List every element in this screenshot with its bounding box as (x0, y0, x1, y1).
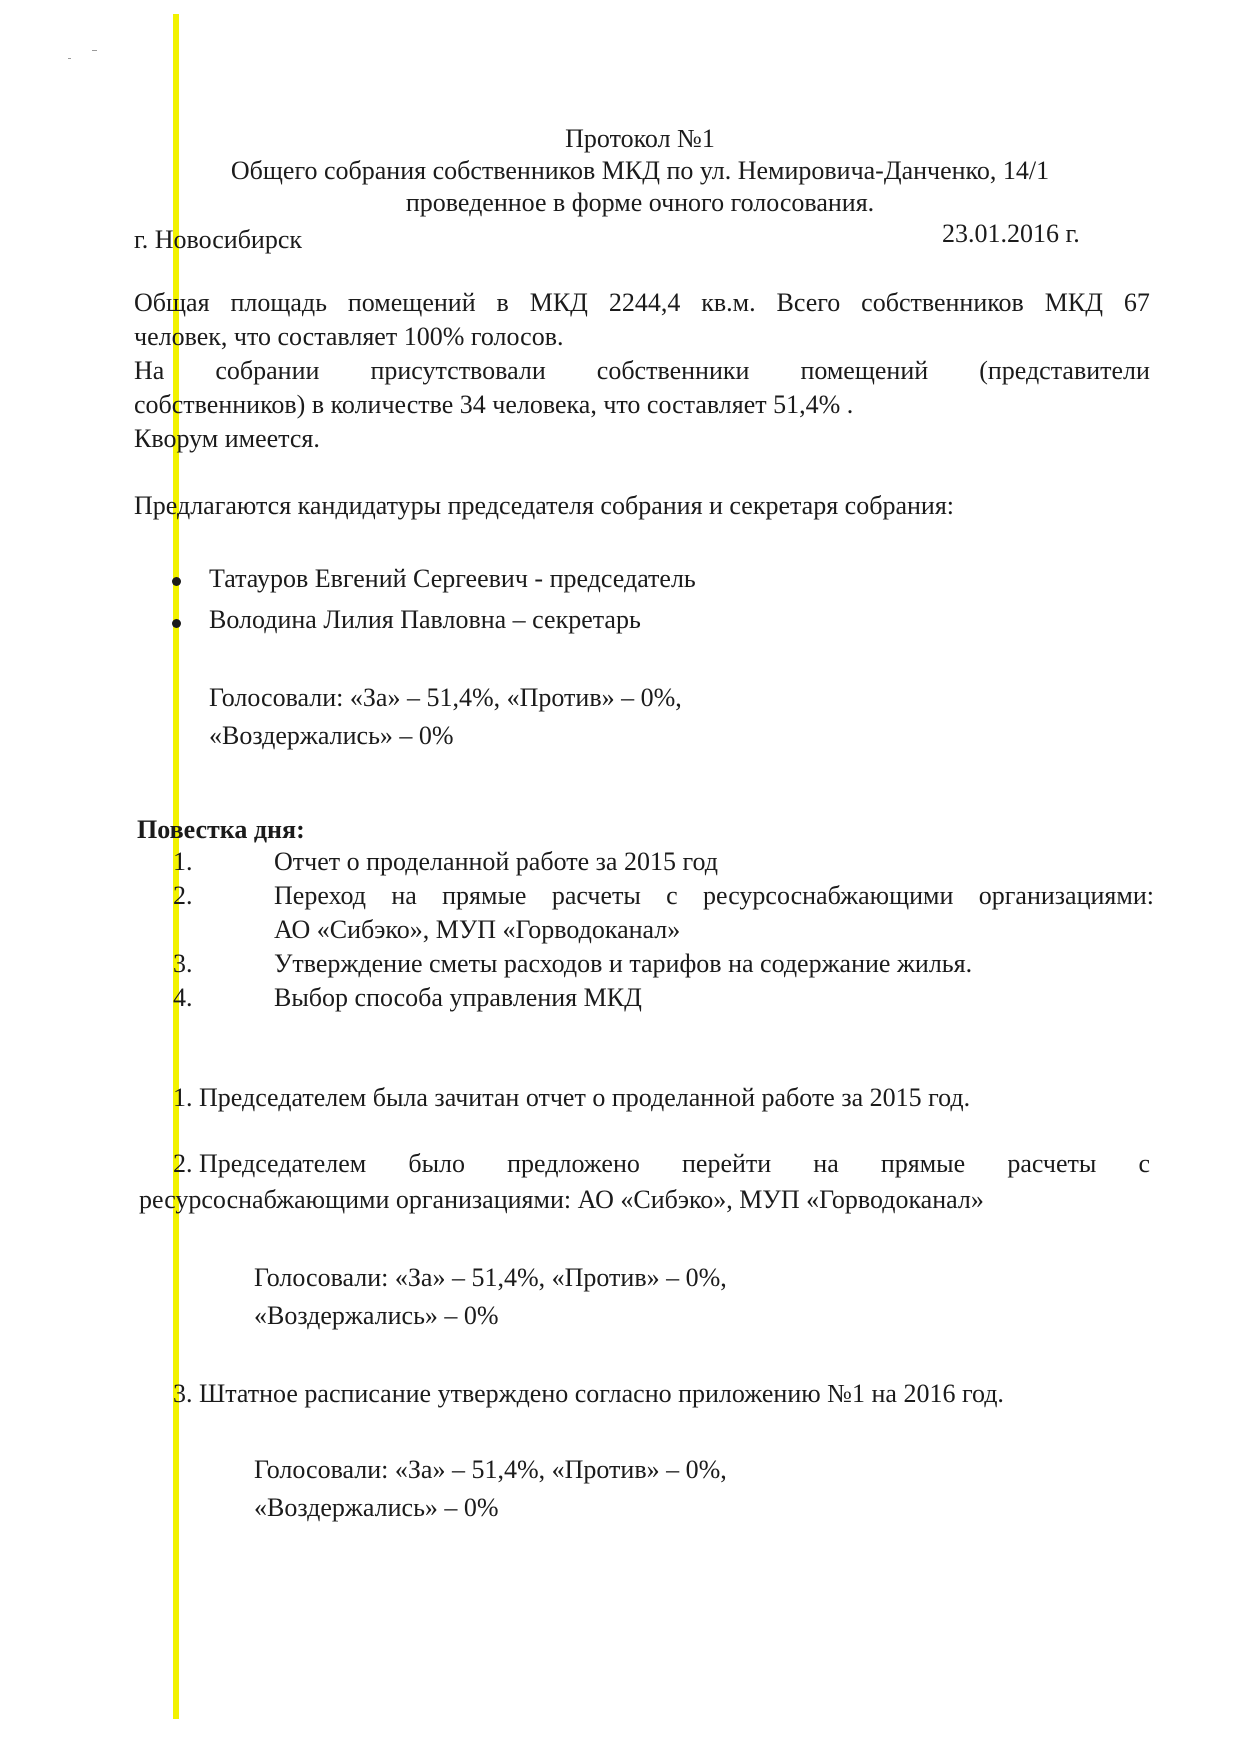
word: (представители (979, 356, 1150, 385)
agenda-item-number: 4. (173, 983, 193, 1012)
word: прямые (442, 881, 527, 910)
word: площадь (230, 288, 327, 317)
vote-result-line-2: «Воздержались» – 0% (254, 1301, 499, 1330)
meeting-form: проведенное в форме очного голосования. (405, 188, 875, 217)
word: МКД (1044, 288, 1103, 317)
word: было (408, 1149, 466, 1178)
word: в (496, 288, 509, 317)
agenda-item-text: Отчет о проделанной работе за 2015 год (274, 847, 718, 876)
agenda-item-number: 1. (173, 847, 193, 876)
word: кв.м. (701, 288, 756, 317)
word: с (666, 881, 678, 910)
word: на (391, 881, 417, 910)
word: расчеты (1007, 1149, 1097, 1178)
word: предложено (507, 1149, 640, 1178)
document-title: Протокол №1 (565, 124, 715, 153)
word: собственников (861, 288, 1024, 317)
word: с (1138, 1149, 1150, 1178)
word: на (813, 1149, 839, 1178)
word: собственники (596, 356, 750, 385)
word: расчеты (551, 881, 641, 910)
decision-3: 3. Штатное расписание утверждено согласно приложению №1 на 2016 год. (173, 1379, 1004, 1408)
vote-result-line-1: Голосовали: «За» – 51,4%, «Против» – 0%, (254, 1263, 727, 1292)
candidate-secretary: Володина Лилия Павловна – секретарь (209, 605, 641, 634)
word: Всего (776, 288, 841, 317)
intro-line-1 (134, 287, 1150, 319)
agenda-item-number: 3. (173, 949, 193, 978)
word: собрании (215, 356, 320, 385)
word: прямые (880, 1149, 966, 1178)
decision-1: 1. Председателем была зачитан отчет о проделанной работе за 2015 год. (173, 1083, 971, 1112)
quorum-statement: Кворум имеется. (134, 424, 320, 453)
word: перейти (681, 1149, 772, 1178)
candidates-heading: Предлагаются кандидатуры председателя собрания и секретаря собрания: (134, 491, 955, 520)
vote-result-line-2: «Воздержались» – 0% (254, 1493, 499, 1522)
word: Общая (134, 288, 210, 317)
intro-line-2: человек, что составляет 100% голосов. (134, 322, 564, 351)
word: МКД (529, 288, 588, 317)
word: помещений (800, 356, 929, 385)
vote-result-line-1: Голосовали: «За» – 51,4%, «Против» – 0%, (254, 1455, 727, 1484)
scan-speck (68, 58, 71, 59)
agenda-item-text-continued: АО «Сибэко», МУП «Горводоканал» (274, 915, 681, 944)
word: 2244,4 (608, 288, 681, 317)
word: Переход (274, 881, 367, 910)
bullet-icon (172, 577, 181, 586)
candidate-chairman: Татауров Евгений Сергеевич - председатель (209, 564, 696, 593)
decision-2-line-1 (173, 1148, 1150, 1180)
decision-2-line-2: ресурсоснабжающими организациями: АО «Сибэко», МУП «Горводоканал» (139, 1185, 984, 1214)
word: 67 (1123, 288, 1150, 317)
intro-line-3 (134, 355, 1150, 387)
word: помещений (347, 288, 476, 317)
word: 2. Председателем (173, 1149, 367, 1178)
intro-line-4: собственников) в количестве 34 человека, что составляет 51,4% . (134, 390, 854, 419)
vote-result-line-1: Голосовали: «За» – 51,4%, «Против» – 0%, (209, 683, 682, 712)
document-date: 23.01.2016 г. (942, 219, 1080, 248)
scan-speck (92, 50, 97, 51)
vote-result-line-2: «Воздержались» – 0% (209, 721, 454, 750)
document-subtitle: Общего собрания собственников МКД по ул. Немировича-Данченко, 14/1 (230, 156, 1050, 185)
word: На (134, 356, 165, 385)
word: присутствовали (370, 356, 546, 385)
agenda-heading: Повестка дня: (137, 815, 305, 844)
agenda-item-number: 2. (173, 881, 193, 910)
agenda-item-text (274, 880, 1154, 912)
bullet-icon (172, 619, 181, 628)
city: г. Новосибирск (134, 225, 303, 254)
agenda-item-text: Выбор способа управления МКД (274, 983, 642, 1012)
word: организациями: (978, 881, 1154, 910)
agenda-item-text: Утверждение сметы расходов и тарифов на содержание жилья. (274, 949, 973, 978)
word: ресурсоснабжающими (703, 881, 954, 910)
